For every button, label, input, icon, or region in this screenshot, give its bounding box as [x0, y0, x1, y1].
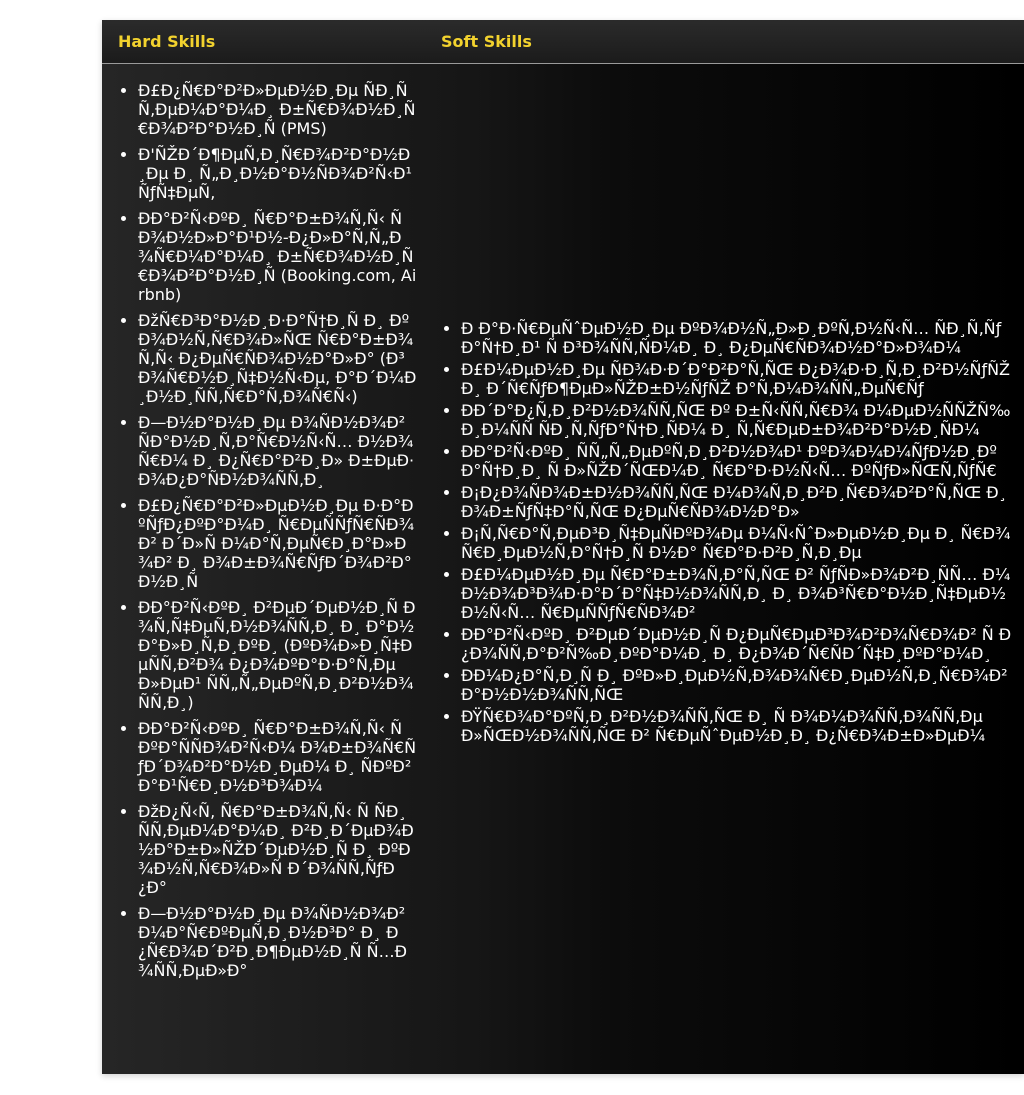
soft-skills-header: Soft Skills: [425, 20, 1024, 64]
list-item: • ÐÐ°Ð²Ñ‹ÐºÐ¸ Ð²ÐµÐ´ÐµÐ½Ð¸Ñ Ð¿ÐµÑ€ÐµÐ³Ð¾Ð²Ð¾Ñ€Ð¾Ð² Ñ Ð¿Ð¾ÑÑ‚Ð°Ð²Ñ‰Ð¸ÐºÐ°Ð¼Ð¸ Ð¸ Ð¿Ð¾Ð´Ñ€ÑÐ´Ñ‡Ð¸ÐºÐ°Ð¼Ð¸: [461, 625, 1016, 663]
list-item: • ÐÐ°Ð²Ñ‹ÐºÐ¸ Ð²ÐµÐ´ÐµÐ½Ð¸Ñ Ð¾Ñ‚Ñ‡ÐµÑ‚Ð½Ð¾ÑÑ‚Ð¸ Ð¸ Ð°Ð½Ð°Ð»Ð¸Ñ‚Ð¸ÐºÐ¸ (ÐºÐ¾Ð»Ð¸Ñ‡ÐµÑÑ‚Ð²Ð¾ Ð¿Ð¾ÐºÐ°Ð·Ð°Ñ‚ÐµÐ»ÐµÐ¹ ÑÑ„Ñ„ÐµÐºÑ‚Ð¸Ð²Ð½Ð¾ÑÑ‚Ð¸): [138, 598, 417, 712]
list-item: • Ð£Ð¿Ñ€Ð°Ð²Ð»ÐµÐ½Ð¸Ðµ ÑÐ¸ÑÑ‚ÐµÐ¼Ð°Ð¼Ð¸ Ð±Ñ€Ð¾Ð½Ð¸Ñ€Ð¾Ð²Ð°Ð½Ð¸Ñ (PMS): [138, 81, 417, 138]
list-item: • ÐÐ´Ð°Ð¿Ñ‚Ð¸Ð²Ð½Ð¾ÑÑ‚ÑŒ Ðº Ð±Ñ‹ÑÑ‚Ñ€Ð¾ Ð¼ÐµÐ½ÑÑŽÑ‰Ð¸Ð¼ÑÑ ÑÐ¸Ñ‚ÑƒÐ°Ñ†Ð¸ÑÐ¼ Ð¸ Ñ‚Ñ€ÐµÐ±Ð¾Ð²Ð°Ð½Ð¸ÑÐ¼: [461, 401, 1016, 439]
hard-skills-list: [102, 81, 425, 980]
soft-skills-list: [425, 319, 1024, 745]
list-item: • ÐÐ¼Ð¿Ð°Ñ‚Ð¸Ñ Ð¸ ÐºÐ»Ð¸ÐµÐ½Ñ‚Ð¾Ð¾Ñ€Ð¸ÐµÐ½Ñ‚Ð¸Ñ€Ð¾Ð²Ð°Ð½Ð½Ð¾ÑÑ‚ÑŒ: [461, 666, 1016, 704]
list-item: • ÐÐ°Ð²Ñ‹ÐºÐ¸ Ñ€Ð°Ð±Ð¾Ñ‚Ñ‹ Ñ Ð¾Ð½Ð»Ð°Ð¹Ð½-Ð¿Ð»Ð°Ñ‚Ñ„Ð¾Ñ€Ð¼Ð°Ð¼Ð¸ Ð±Ñ€Ð¾Ð½Ð¸Ñ€Ð¾Ð²Ð°Ð½Ð¸Ñ (Booking.com, Airbnb): [138, 209, 417, 304]
hard-skills-header: Hard Skills: [102, 20, 425, 64]
list-item: • ÐžÑ€Ð³Ð°Ð½Ð¸Ð·Ð°Ñ†Ð¸Ñ Ð¸ ÐºÐ¾Ð½Ñ‚Ñ€Ð¾Ð»ÑŒ Ñ€Ð°Ð±Ð¾Ñ‚Ñ‹ Ð¿ÐµÑ€ÑÐ¾Ð½Ð°Ð»Ð° (Ð³Ð¾Ñ€Ð½Ð¸Ñ‡Ð½Ñ‹Ðµ, Ð°Ð´Ð¼Ð¸Ð½Ð¸ÑÑ‚Ñ€Ð°Ñ‚Ð¾Ñ€Ñ‹): [138, 311, 417, 406]
list-item: • Ð£Ð¿Ñ€Ð°Ð²Ð»ÐµÐ½Ð¸Ðµ Ð·Ð°ÐºÑƒÐ¿ÐºÐ°Ð¼Ð¸ Ñ€ÐµÑÑƒÑ€ÑÐ¾Ð² Ð´Ð»Ñ Ð¼Ð°Ñ‚ÐµÑ€Ð¸Ð°Ð»Ð¾Ð² Ð¸ Ð¾Ð±Ð¾Ñ€ÑƒÐ´Ð¾Ð²Ð°Ð½Ð¸Ñ: [138, 496, 417, 591]
skills-table: [102, 20, 1024, 993]
list-item: • Ð'ÑŽÐ´Ð¶ÐµÑ‚Ð¸Ñ€Ð¾Ð²Ð°Ð½Ð¸Ðµ Ð¸ Ñ„Ð¸Ð½Ð°Ð½ÑÐ¾Ð²Ñ‹Ð¹ ÑƒÑ‡ÐµÑ‚: [138, 145, 417, 202]
table-row: [102, 64, 1024, 994]
skills-card: [102, 20, 1024, 1074]
list-item: • Ð Ð°Ð·Ñ€ÐµÑˆÐµÐ½Ð¸Ðµ ÐºÐ¾Ð½Ñ„Ð»Ð¸ÐºÑ‚Ð½Ñ‹Ñ… ÑÐ¸Ñ‚ÑƒÐ°Ñ†Ð¸Ð¹ Ñ Ð³Ð¾ÑÑ‚ÑÐ¼Ð¸ Ð¸ Ð¿ÐµÑ€ÑÐ¾Ð½Ð°Ð»Ð¾Ð¼: [461, 319, 1016, 357]
list-item: • ÐŸÑ€Ð¾Ð°ÐºÑ‚Ð¸Ð²Ð½Ð¾ÑÑ‚ÑŒ Ð¸ Ñ Ð¾Ð¼Ð¾ÑÑ‚Ð¾ÑÑ‚ÐµÐ»ÑŒÐ½Ð¾ÑÑ‚ÑŒ Ð² Ñ€ÐµÑˆÐµÐ½Ð¸Ð¸ Ð¿Ñ€Ð¾Ð±Ð»ÐµÐ¼: [461, 707, 1016, 745]
list-item: • Ð¡Ñ‚Ñ€Ð°Ñ‚ÐµÐ³Ð¸Ñ‡ÐµÑÐºÐ¾Ðµ Ð¼Ñ‹ÑˆÐ»ÐµÐ½Ð¸Ðµ Ð¸ Ñ€Ð¾Ñ€Ð¸ÐµÐ½Ñ‚Ð°Ñ†Ð¸Ñ Ð½Ð° Ñ€Ð°Ð·Ð²Ð¸Ñ‚Ð¸Ðµ: [461, 524, 1016, 562]
hard-skills-cell: [102, 64, 425, 994]
list-item: • Ð—Ð½Ð°Ð½Ð¸Ðµ Ð¾ÑÐ½Ð¾Ð² Ð¼Ð°Ñ€ÐºÐµÑ‚Ð¸Ð½Ð³Ð° Ð¸ Ð¿Ñ€Ð¾Ð´Ð²Ð¸Ð¶ÐµÐ½Ð¸Ñ Ñ…Ð¾ÑÑ‚ÐµÐ»Ð°: [138, 904, 417, 980]
soft-skills-cell: [425, 64, 1024, 994]
list-item: • ÐÐ°Ð²Ñ‹ÐºÐ¸ Ñ€Ð°Ð±Ð¾Ñ‚Ñ‹ Ñ ÐºÐ°ÑÑÐ¾Ð²Ñ‹Ð¼ Ð¾Ð±Ð¾Ñ€ÑƒÐ´Ð¾Ð²Ð°Ð½Ð¸ÐµÐ¼ Ð¸ ÑÐºÐ²Ð°Ð¹Ñ€Ð¸Ð½Ð³Ð¾Ð¼: [138, 719, 417, 795]
list-item: • Ð¡Ð¿Ð¾ÑÐ¾Ð±Ð½Ð¾ÑÑ‚ÑŒ Ð¼Ð¾Ñ‚Ð¸Ð²Ð¸Ñ€Ð¾Ð²Ð°Ñ‚ÑŒ Ð¸ Ð¾Ð±ÑƒÑ‡Ð°Ñ‚ÑŒ Ð¿ÐµÑ€ÑÐ¾Ð½Ð°Ð»: [461, 483, 1016, 521]
list-item: • ÐžÐ¿Ñ‹Ñ‚ Ñ€Ð°Ð±Ð¾Ñ‚Ñ‹ Ñ ÑÐ¸ÑÑ‚ÐµÐ¼Ð°Ð¼Ð¸ Ð²Ð¸Ð´ÐµÐ¾Ð½Ð°Ð±Ð»ÑŽÐ´ÐµÐ½Ð¸Ñ Ð¸ ÐºÐ¾Ð½Ñ‚Ñ€Ð¾Ð»Ñ Ð´Ð¾ÑÑ‚ÑƒÐ¿Ð°: [138, 802, 417, 897]
list-item: • Ð—Ð½Ð°Ð½Ð¸Ðµ Ð¾ÑÐ½Ð¾Ð² ÑÐ°Ð½Ð¸Ñ‚Ð°Ñ€Ð½Ñ‹Ñ… Ð½Ð¾Ñ€Ð¼ Ð¸ Ð¿Ñ€Ð°Ð²Ð¸Ð» Ð±ÐµÐ·Ð¾Ð¿Ð°ÑÐ½Ð¾ÑÑ‚Ð¸: [138, 413, 417, 489]
list-item: • ÐÐ°Ð²Ñ‹ÐºÐ¸ ÑÑ„Ñ„ÐµÐºÑ‚Ð¸Ð²Ð½Ð¾Ð¹ ÐºÐ¾Ð¼Ð¼ÑƒÐ½Ð¸ÐºÐ°Ñ†Ð¸Ð¸ Ñ Ð»ÑŽÐ´ÑŒÐ¼Ð¸ Ñ€Ð°Ð·Ð½Ñ‹Ñ… ÐºÑƒÐ»ÑŒÑ‚ÑƒÑ€: [461, 442, 1016, 480]
list-item: • Ð£Ð¼ÐµÐ½Ð¸Ðµ ÑÐ¾Ð·Ð´Ð°Ð²Ð°Ñ‚ÑŒ Ð¿Ð¾Ð·Ð¸Ñ‚Ð¸Ð²Ð½ÑƒÑŽ Ð¸ Ð´Ñ€ÑƒÐ¶ÐµÐ»ÑŽÐ±Ð½ÑƒÑŽ Ð°Ñ‚Ð¼Ð¾ÑÑ„ÐµÑ€Ñƒ: [461, 360, 1016, 398]
table-header-row: [102, 20, 1024, 64]
list-item: • Ð£Ð¼ÐµÐ½Ð¸Ðµ Ñ€Ð°Ð±Ð¾Ñ‚Ð°Ñ‚ÑŒ Ð² ÑƒÑÐ»Ð¾Ð²Ð¸ÑÑ… Ð¼Ð½Ð¾Ð³Ð¾Ð·Ð°Ð´Ð°Ñ‡Ð½Ð¾ÑÑ‚Ð¸ Ð¸ Ð¾Ð³Ñ€Ð°Ð½Ð¸Ñ‡ÐµÐ½Ð½Ñ‹Ñ… Ñ€ÐµÑÑƒÑ€ÑÐ¾Ð²: [461, 565, 1016, 622]
